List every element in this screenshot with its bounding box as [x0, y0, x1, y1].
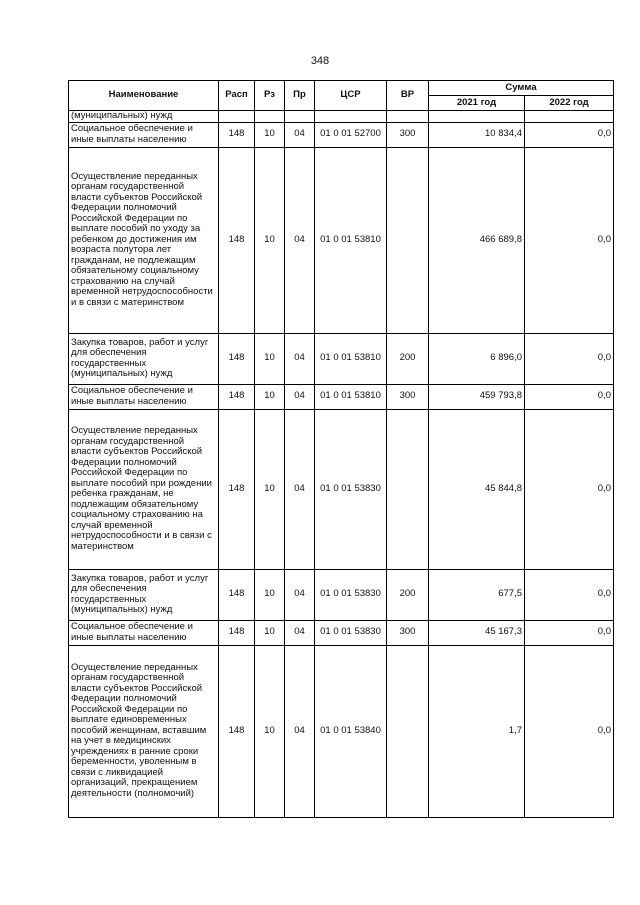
cell-rasp: 148: [219, 122, 255, 147]
header-year-2022: 2022 год: [525, 96, 614, 111]
page-number: 348: [310, 55, 330, 67]
cell-2021: [429, 111, 525, 123]
cell-rz: 10: [255, 409, 285, 569]
cell-rz: 10: [255, 147, 285, 333]
cell-csr: 01 0 01 53840: [315, 645, 387, 817]
cell-rz: 10: [255, 645, 285, 817]
table-header: [69, 81, 614, 111]
cell-csr: 01 0 01 52700: [315, 122, 387, 147]
cell-rz: 10: [255, 620, 285, 645]
cell-2021: 10 834,4: [429, 122, 525, 147]
cell-vr: [387, 645, 429, 817]
cell-name: Закупка товаров, работ и услуг для обеспечения государственных (муниципальных) нужд: [69, 569, 219, 620]
header-name: Наименование: [69, 81, 219, 111]
cell-rz: 10: [255, 569, 285, 620]
cell-2022: 0,0: [525, 333, 614, 384]
cell-vr: 200: [387, 333, 429, 384]
cell-rasp: 148: [219, 569, 255, 620]
cell-vr: [387, 147, 429, 333]
cell-name: Социальное обеспечение и иные выплаты населению: [69, 384, 219, 409]
cell-csr: 01 0 01 53810: [315, 333, 387, 384]
cell-2022: 0,0: [525, 645, 614, 817]
header-rz: Рз: [255, 81, 285, 111]
cell-2021: 677,5: [429, 569, 525, 620]
cell-name: Осуществление переданных органам государственной власти субъектов Российской Федерации полномочий Российской Федерации по выплате пособий при рождении ребенка гражданам, не подлежащим обязательному социальному страхованию на случай временной нетрудоспособности и в связи с материнством: [69, 409, 219, 569]
cell-pr: [285, 111, 315, 123]
cell-name: (муниципальных) нужд: [69, 111, 219, 123]
table-row: [69, 111, 614, 123]
cell-2021: 6 896,0: [429, 333, 525, 384]
cell-name: Осуществление переданных органам государственной власти субъектов Российской Федерации полномочий Российской Федерации по выплате единовременных пособий женщинам, вставшим на учет в медицинских учреждениях в ранние сроки беременности, уволенным в связи с ликвидацией организаций, прекращением деятельности (полномочий): [69, 645, 219, 817]
cell-vr: 200: [387, 569, 429, 620]
cell-rz: [255, 111, 285, 123]
table-row: [69, 147, 614, 333]
cell-2021: 45 167,3: [429, 620, 525, 645]
cell-vr: [387, 409, 429, 569]
cell-2021: 459 793,8: [429, 384, 525, 409]
table-row: [69, 645, 614, 817]
cell-vr: 300: [387, 620, 429, 645]
table-row: [69, 333, 614, 384]
cell-csr: 01 0 01 53810: [315, 147, 387, 333]
cell-csr: 01 0 01 53830: [315, 409, 387, 569]
header-csr: ЦСР: [315, 81, 387, 111]
cell-rasp: 148: [219, 384, 255, 409]
cell-csr: 01 0 01 53830: [315, 620, 387, 645]
cell-csr: 01 0 01 53830: [315, 569, 387, 620]
cell-name: Осуществление переданных органам государственной власти субъектов Российской Федерации полномочий Российской Федерации по выплате пособий по уходу за ребенком до достижения им возраста полутора лет гражданам, не подлежащим обязательному социальному страхованию на случай временной нетрудоспособности и в связи с материнством: [69, 147, 219, 333]
cell-2021: 45 844,8: [429, 409, 525, 569]
cell-rasp: 148: [219, 620, 255, 645]
table-row: [69, 384, 614, 409]
cell-name: Социальное обеспечение и иные выплаты населению: [69, 620, 219, 645]
cell-pr: 04: [285, 384, 315, 409]
header-rasp: Расп: [219, 81, 255, 111]
cell-vr: [387, 111, 429, 123]
cell-pr: 04: [285, 333, 315, 384]
cell-rasp: 148: [219, 333, 255, 384]
table-row: [69, 620, 614, 645]
header-year-2021: 2021 год: [429, 96, 525, 111]
cell-rz: 10: [255, 333, 285, 384]
table-row: [69, 569, 614, 620]
cell-2021: 466 689,8: [429, 147, 525, 333]
cell-rz: 10: [255, 122, 285, 147]
cell-pr: 04: [285, 409, 315, 569]
cell-csr: [315, 111, 387, 123]
cell-2022: [525, 111, 614, 123]
cell-pr: 04: [285, 620, 315, 645]
cell-rasp: [219, 111, 255, 123]
cell-pr: 04: [285, 122, 315, 147]
cell-csr: 01 0 01 53810: [315, 384, 387, 409]
budget-table: [68, 80, 614, 818]
cell-pr: 04: [285, 569, 315, 620]
cell-2022: 0,0: [525, 122, 614, 147]
cell-vr: 300: [387, 384, 429, 409]
cell-2022: 0,0: [525, 620, 614, 645]
cell-name: Социальное обеспечение и иные выплаты населению: [69, 122, 219, 147]
cell-2022: 0,0: [525, 147, 614, 333]
cell-2022: 0,0: [525, 384, 614, 409]
cell-rasp: 148: [219, 645, 255, 817]
header-sum: Сумма: [429, 81, 614, 96]
cell-pr: 04: [285, 645, 315, 817]
cell-rasp: 148: [219, 147, 255, 333]
cell-vr: 300: [387, 122, 429, 147]
cell-2022: 0,0: [525, 409, 614, 569]
table-row: [69, 122, 614, 147]
header-pr: Пр: [285, 81, 315, 111]
cell-rz: 10: [255, 384, 285, 409]
table-row: [69, 409, 614, 569]
cell-name: Закупка товаров, работ и услуг для обеспечения государственных (муниципальных) нужд: [69, 333, 219, 384]
cell-2021: 1,7: [429, 645, 525, 817]
header-vr: ВР: [387, 81, 429, 111]
cell-2022: 0,0: [525, 569, 614, 620]
cell-pr: 04: [285, 147, 315, 333]
cell-rasp: 148: [219, 409, 255, 569]
